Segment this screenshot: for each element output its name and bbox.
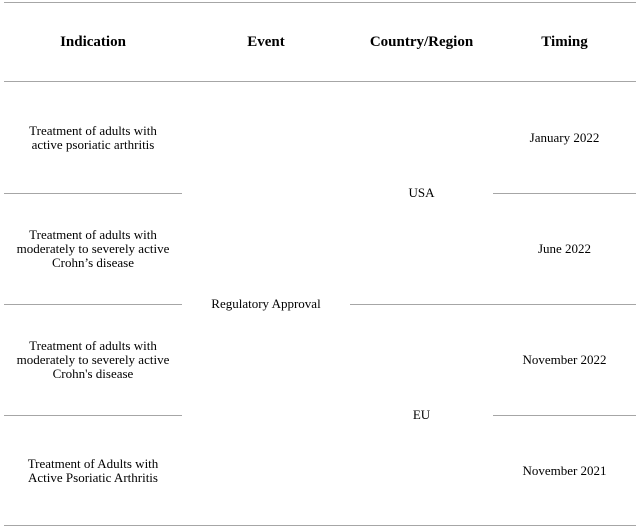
- header-indication: [4, 3, 182, 81]
- timing-text: November 2021: [522, 462, 607, 478]
- country-region-text: EU: [412, 407, 431, 422]
- indication-cell-2: [8, 194, 178, 304]
- country-region-cell-usa: [350, 82, 493, 304]
- event-text: Regulatory Approval: [211, 295, 321, 311]
- country-region-text: USA: [408, 185, 435, 200]
- indication-cell-4: [12, 416, 174, 525]
- timing-text: November 2022: [522, 352, 607, 367]
- header-timing: [493, 3, 636, 81]
- country-region-cell-eu: [350, 305, 493, 525]
- timing-text: June 2022: [537, 241, 592, 256]
- indication-text: Treatment of adults with moderately to severely active Crohn's disease: [8, 339, 178, 381]
- timing-cell-1: [493, 82, 636, 193]
- header-timing-label: Timing: [541, 34, 588, 50]
- indication-text: Treatment of adults with active psoriatic arthritis: [12, 124, 174, 152]
- timing-cell-2: [493, 194, 636, 304]
- indication-cell-1: [12, 82, 174, 193]
- indication-text: Treatment of adults with moderately to severely active Crohn’s disease: [8, 228, 178, 270]
- header-country-region: [350, 3, 493, 81]
- header-country-region-label: Country/Region: [369, 34, 474, 50]
- indication-cell-3: [8, 305, 178, 415]
- header-event: [182, 3, 350, 81]
- event-cell: [182, 82, 350, 525]
- timing-text: January 2022: [529, 129, 600, 145]
- timing-cell-4: [493, 416, 636, 525]
- timing-cell-3: [493, 305, 636, 415]
- table-bottom-border: [4, 525, 636, 526]
- header-event-label: Event: [247, 34, 285, 50]
- indication-text: Treatment of Adults with Active Psoriatic Arthritis: [12, 457, 174, 485]
- header-indication-label: Indication: [60, 34, 126, 50]
